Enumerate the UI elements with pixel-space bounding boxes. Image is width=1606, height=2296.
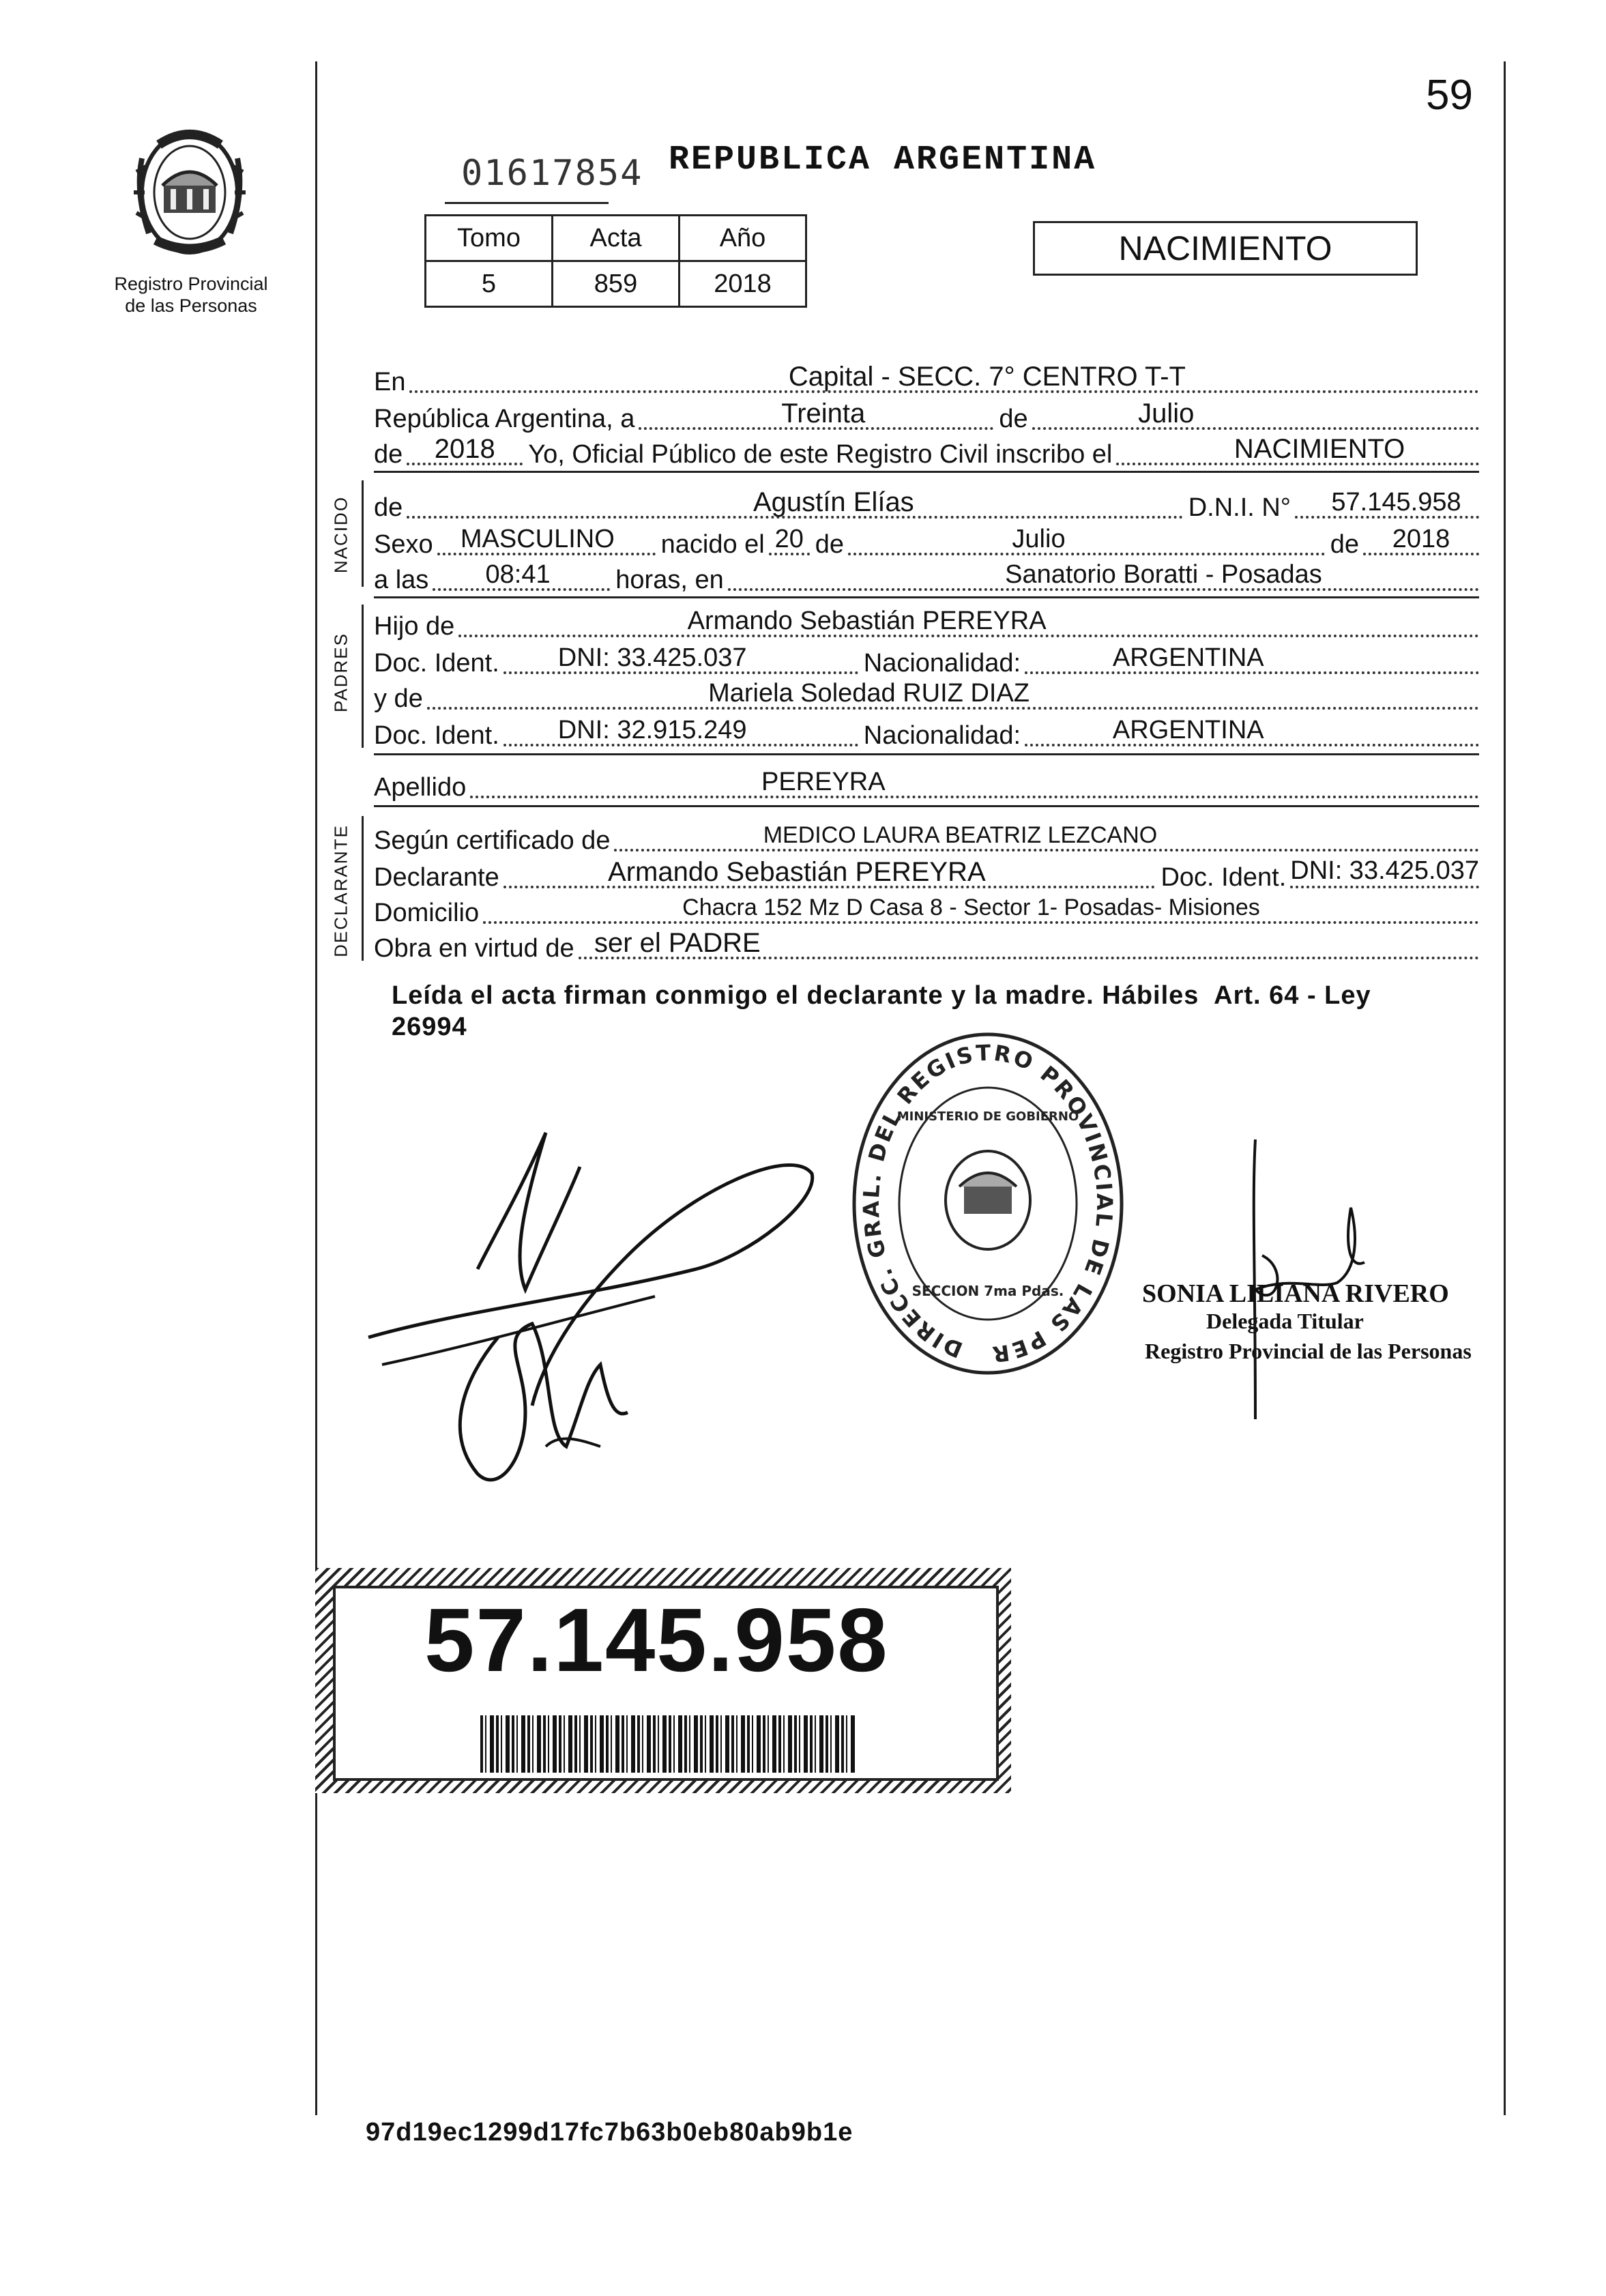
stamp-inner-text: MINISTERIO DE GOBIERNO bbox=[896, 1109, 1079, 1124]
right-margin-line bbox=[1504, 61, 1506, 2115]
obra-field bbox=[579, 925, 1479, 959]
sexo-value: MASCULINO bbox=[460, 525, 615, 553]
declarante-section-label: DECLARANTE bbox=[330, 824, 351, 957]
father-nat-value: ARGENTINA bbox=[1112, 643, 1264, 672]
day-value: Treinta bbox=[781, 398, 866, 428]
mother-nat-value: ARGENTINA bbox=[1112, 716, 1264, 744]
official-name: SONIA LILIANA RIVERO bbox=[1142, 1279, 1449, 1308]
hijo-label: Hijo de bbox=[374, 612, 455, 641]
mother-name-field bbox=[427, 675, 1479, 710]
declarante-label: Declarante bbox=[374, 863, 499, 892]
place-field bbox=[728, 557, 1479, 591]
big-dni-number: 57.145.958 bbox=[424, 1590, 889, 1690]
dni-label-inner bbox=[333, 1586, 999, 1781]
mother-name-value: Mariela Soledad RUIZ DIAZ bbox=[708, 679, 1030, 708]
declarante-doc-label: Doc. Ident. bbox=[1160, 863, 1287, 892]
row-sexo bbox=[374, 523, 1479, 560]
birth-year-value: 2018 bbox=[1392, 525, 1450, 553]
divider-padres bbox=[374, 753, 1479, 755]
horas-label: horas, en bbox=[615, 566, 724, 594]
year-value: 2018 bbox=[434, 434, 495, 464]
padres-section-label: PADRES bbox=[330, 633, 351, 712]
dni-label: D.N.I. N° bbox=[1188, 493, 1291, 522]
stamp-seal-icon bbox=[845, 1026, 1131, 1381]
segun-value: MEDICO LAURA BEATRIZ LEZCANO bbox=[763, 822, 1158, 848]
birth-month-field bbox=[848, 521, 1325, 555]
obra-label: Obra en virtud de bbox=[374, 934, 574, 963]
divider-nacido bbox=[374, 596, 1479, 598]
row-year bbox=[374, 433, 1479, 469]
father-doc-label: Doc. Ident. bbox=[374, 649, 499, 678]
en-field bbox=[409, 359, 1479, 393]
a-las-label: a las bbox=[374, 566, 429, 594]
en-value: Capital - SECC. 7° CENTRO T-T bbox=[788, 362, 1186, 392]
record-table-cell: 859 bbox=[553, 261, 680, 307]
segun-label: Según certificado de bbox=[374, 826, 611, 855]
coat-of-arms-icon bbox=[121, 117, 258, 261]
row-y-de bbox=[374, 677, 1479, 714]
row-father-doc bbox=[374, 641, 1479, 678]
stamp-outer-text: DIRECC. GRAL. DEL REGISTRO PROVINCIAL DE LAS PER bbox=[858, 1039, 1118, 1368]
row-hijo bbox=[374, 605, 1479, 641]
declarante-doc-value: DNI: 33.425.037 bbox=[1290, 856, 1479, 888]
birth-de2-label: de bbox=[1330, 530, 1359, 559]
sexo-field bbox=[437, 521, 656, 555]
record-table-cell: 5 bbox=[426, 261, 553, 307]
dni-value: 57.145.958 bbox=[1331, 488, 1461, 517]
y-de-label: y de bbox=[374, 684, 423, 713]
row-en bbox=[374, 360, 1479, 397]
father-doc-field bbox=[503, 640, 858, 674]
record-table-header: Acta bbox=[553, 216, 680, 261]
nacido-section-label: NACIDO bbox=[330, 495, 351, 574]
record-table-header-row bbox=[426, 216, 806, 261]
month-de-label: de bbox=[999, 405, 1028, 433]
official-stamp bbox=[845, 1026, 1131, 1381]
place-value: Sanatorio Boratti - Posadas bbox=[1005, 560, 1322, 589]
padres-bracket bbox=[362, 605, 364, 748]
record-table-value-row bbox=[426, 261, 806, 307]
birth-year-field bbox=[1363, 521, 1479, 555]
record-type-box: NACIMIENTO bbox=[1033, 221, 1418, 276]
month-value: Julio bbox=[1138, 398, 1195, 428]
birth-day-field bbox=[769, 521, 810, 555]
official-role: Delegada Titular bbox=[1206, 1309, 1364, 1333]
province-logo bbox=[121, 117, 258, 261]
mother-nat-label: Nacionalidad: bbox=[863, 721, 1021, 750]
closing-line1: Leída el acta firman conmigo el declarante y la madre. Hábiles Art. 64 - Ley bbox=[392, 981, 1371, 1010]
time-value: 08:41 bbox=[485, 560, 551, 589]
page-number: 59 bbox=[1426, 72, 1473, 119]
row-apellido bbox=[374, 766, 1479, 802]
father-doc-value: DNI: 33.425.037 bbox=[557, 643, 747, 672]
logo-caption-line1: Registro Provincial bbox=[114, 274, 268, 294]
father-name-field bbox=[458, 603, 1479, 637]
mother-doc-value: DNI: 32.915.249 bbox=[557, 716, 747, 744]
mother-doc-field bbox=[503, 712, 858, 746]
domicilio-label: Domicilio bbox=[374, 899, 480, 927]
row-declarante bbox=[374, 856, 1479, 892]
row-mother-doc bbox=[374, 714, 1479, 751]
barcode bbox=[480, 1715, 856, 1773]
domicilio-field bbox=[483, 890, 1479, 924]
time-field bbox=[433, 557, 610, 591]
father-nat-label: Nacionalidad: bbox=[863, 649, 1021, 678]
nacido-de-label: de bbox=[374, 493, 403, 522]
apellido-value: PEREYRA bbox=[761, 768, 886, 796]
stamp-bottom-text: SECCION 7ma Pdas. bbox=[911, 1283, 1064, 1299]
divider-apellido bbox=[374, 805, 1479, 807]
declarante-value: Armando Sebastián PEREYRA bbox=[608, 857, 986, 887]
record-table bbox=[424, 214, 807, 308]
mother-nat-field bbox=[1025, 712, 1479, 746]
day-field bbox=[639, 396, 993, 430]
name-value: Agustín Elías bbox=[753, 487, 914, 517]
dni-field bbox=[1295, 484, 1479, 519]
serial-underline bbox=[445, 202, 609, 204]
inscribo-field bbox=[1116, 431, 1479, 465]
father-nat-field bbox=[1025, 640, 1479, 674]
logo-caption-line2: de las Personas bbox=[125, 295, 257, 316]
declarante-field bbox=[503, 854, 1156, 888]
birth-month-value: Julio bbox=[1012, 525, 1066, 553]
row-nacido-name bbox=[374, 486, 1479, 523]
declarante-bracket bbox=[362, 816, 364, 961]
header-title: REPUBLICA ARGENTINA bbox=[669, 141, 1097, 179]
closing-line2: 26994 bbox=[392, 1013, 467, 1041]
hash-code: 97d19ec1299d17fc7b63b0eb80ab9b1e bbox=[366, 2118, 853, 2147]
row-segun bbox=[374, 819, 1479, 856]
year-de-label: de bbox=[374, 440, 403, 469]
record-table-header: Tomo bbox=[426, 216, 553, 261]
declarant-signature bbox=[341, 1092, 846, 1501]
divider-act bbox=[374, 471, 1479, 473]
row-obra bbox=[374, 927, 1479, 963]
birth-de-label: de bbox=[815, 530, 845, 559]
left-margin-line bbox=[315, 61, 317, 2115]
nacido-el-label: nacido el bbox=[660, 530, 765, 559]
row-hora bbox=[374, 558, 1479, 595]
segun-field bbox=[614, 817, 1479, 852]
republica-label: República Argentina, a bbox=[374, 405, 635, 433]
name-field bbox=[407, 484, 1182, 519]
birth-day-value: 20 bbox=[774, 525, 804, 553]
father-name-value: Armando Sebastián PEREYRA bbox=[687, 607, 1047, 635]
oficial-text: Yo, Oficial Público de este Registro Civil inscribo el bbox=[528, 440, 1113, 469]
official-office: Registro Provincial de las Personas bbox=[1145, 1339, 1472, 1363]
month-field bbox=[1032, 396, 1479, 430]
apellido-label: Apellido bbox=[374, 773, 467, 802]
domicilio-value: Chacra 152 Mz D Casa 8 - Sector 1- Posadas- Misiones bbox=[682, 895, 1260, 920]
sexo-label: Sexo bbox=[374, 530, 433, 559]
record-table-header: Año bbox=[680, 216, 806, 261]
year-field bbox=[407, 431, 523, 465]
mother-doc-label: Doc. Ident. bbox=[374, 721, 499, 750]
dni-barcode-label bbox=[315, 1568, 1011, 1793]
logo-caption bbox=[102, 273, 280, 317]
obra-value: ser el PADRE bbox=[594, 928, 761, 958]
nacido-bracket bbox=[362, 480, 364, 587]
apellido-field bbox=[470, 764, 1479, 798]
row-domicilio bbox=[374, 891, 1479, 928]
inscribo-value: NACIMIENTO bbox=[1233, 434, 1405, 464]
serial-number: 01617854 bbox=[461, 153, 643, 194]
en-label: En bbox=[374, 368, 406, 396]
record-table-cell: 2018 bbox=[680, 261, 806, 307]
row-republica bbox=[374, 397, 1479, 434]
